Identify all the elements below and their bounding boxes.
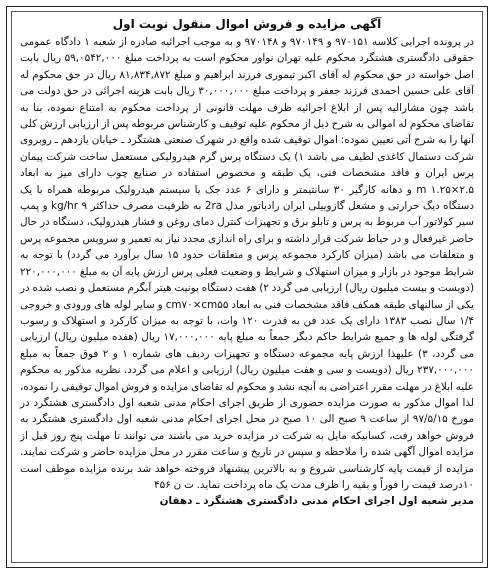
notice-outer-border	[6, 6, 488, 568]
notice-title: آگهی مزایده و فروش اموال منقول نوبت اول	[112, 17, 382, 31]
notice-body: در پرونده اجرایی کلاسه ۹۷۰۱۵۱ و ۹۷۰۱۴۹ و ۹۷۰۱۴۸ و به موجب اجرائیه صادره از شعبه ۱ دادگاه عمومی حقوقی دادگستری هشتگرد محکوم علیه تهران نواور محکوم است به پرداخت مبلغ ۵۹,۰۵۴۲,۰۰۰ ریال بابت اصل خواسته در حق محکوم له آقای اکبر تیموری فرزند ابراهیم و مبلغ ۸۱,۸۳۴,۸۷۲ ریال در حق محکوم له آقای علی حسین احمدی فرزند جعفر و پرداخت مبلغ ۳۰,۰۰۰,۰۰۰ ریال بابت هزینه اجرائی در حق دولت می باشد چون مشارالیه پس از ابلاغ اجرائیه ظرف مهلت قانونی از پرداخت محکوم به امتناع نموده، بنا به تقاضای محکوم له اموالی به شرح ذیل از محکوم علیه توقیف و کارشناس مربوطه پس از ارزیابی ارزش کلی آنها را به شرح آتی تعیین نموده: اموال توقیف شده واقع در شهرک صنعتی هشتگرد ـ خیابان یازدهم ـ روبروی شرکت دستمال کاغذی لطیف می باشد ۱) یک دستگاه پرس گرم هیدرولیکی مستعمل ساخت شرکت پیمان پرس ایران و فاقد مشخصات فنی، یک طبقه و مخصوص استفاده در صنایع چوب دارای میز به ابعاد ۲.۵×۱.۲۵ m و دهانه کارگیر ۳۰ سانتیمتر و دارای ۶ عدد جک یا سیستم هیدرولیک مربوطه همراه با یک دستگاه دیگ حرارتی و مشعل گازوییلی ایران رادیاتور مدل 2ra به ظرفیت مصرف حداکثر ۹ kg/hr و پمپ سیر کولاتور آب مربوط به پرس و تابلو برق و تجهیزات کنترل دمای روغن و فشار هیدرولیک، دستگاه در حال حاضر غیرفعال و در حیاط شرکت قرار داشته و برای راه اندازی مجدد نیاز به تعمیر و سرویس مجموعه پرس و متعلقات می باشد (میزان کارکرد مجموعه پرس و متعلقات حدود ۱۵ سال برآورد می گردد) با توجه به شرایط موجود در بازار و میزان استهلاک و شرایط و وضعیت فعلی پرس ارزش پایه آن به مبلغ ۲۲۰,۰۰۰,۰۰۰ (دویست و بیست میلیون ریال) ارزیابی می گردد ۲) هفت دستگاه یونیت هیتر آبگرم مستعمل و نصب شده در یکی از سالنهای طبقه همکف فاقد مشخصات فنی به ابعاد cm۷۰×cm۵۵ و سایر لوله های ورودی و خروجی ۱/۴ سال نصب ۱۳۸۳ دارای یک عدد فن به قدرت ۱۲۰ وات، با توجه به میزان کارکرد و استهلاک و رسوب گرفتگی لوله ها و جمیع شرایط حاکم دیگر جمعاً به مبلغ پایه ۱۷,۰۰۰,۰۰۰ ریال (هفده میلیون ریال) ارزیابی می گردد، ۳) علیهذا ارزش پایه مجموعه دستگاه و تجهیزات ردیف های شماره ۱ و ۲ فوق جمعاً به مبلغ ۲۳۷,۰۰۰,۰۰۰ ریال (دویست و سی و هفت میلیون ریال) ارزیابی و اعلام می گردد. نظریه مذکور به محکوم علیه ابلاغ در مهلت مقرر اعتراضی به آنچه نشد و محکوم له تقاضای مزایده و فروش اموال توقیفی را نموده، لذا اموال مذکور به صورت مزایده حضوری از طریق اجرای احکام مدنی شعبه اول دادگستری هشتگرد در مورخ ۹۷/۵/۱۵ از ساعت ۹ صبح الی ۱۰ صبح در محل اجرای احکام مدنی شعبه اول دادگستری هشتگرد به فروش خواهد رفت، کسانیکه مایل به شرکت در مزایده خرید می باشند می توانند تا مهلت پنج روز قبل از مزایده اموال آگهی شده را ملاحظه و سپس در تاریخ و ساعت مقرر در محل مزایده حاضر و شرکت نمایند. مزایده از قیمت پایه کارشناسی شروع و به بالاترین پیشنهاد فروخته خواهد شد برنده مزایده موظف است ۱۰درصد قیمت را فوراً و بقیه را ظرف مدت یک ماه پرداخت نماید. ت ن ۴۵۶	[20, 36, 475, 491]
notice-inner-border	[11, 11, 483, 563]
notice-signature: مدیر شعبه اول اجرای احکام مدنی دادگستری هشتگرد ـ دهقان	[159, 495, 474, 508]
